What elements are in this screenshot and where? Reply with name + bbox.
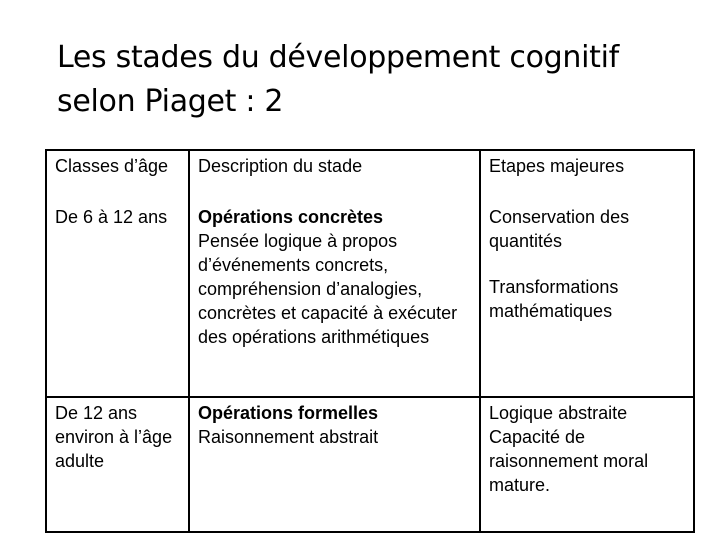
milestones-cell	[480, 397, 694, 532]
stage-title: Opérations concrètes	[198, 207, 384, 227]
milestone-item: Capacité de raisonnement moral mature.	[489, 427, 649, 495]
stage-description: Raisonnement abstrait	[198, 427, 379, 447]
stage-description: Pensée logique à propos d’événements concrets, compréhension d’analogies, concrètes et capacité à exécuter des opérations arithmétiques	[198, 231, 458, 347]
description-cell	[189, 202, 480, 397]
age-cell: De 12 ans environ à l’âge adulte	[46, 397, 189, 532]
milestones-cell	[480, 202, 694, 397]
milestone-item: Transformations mathématiques	[489, 277, 619, 321]
slide-title-line-1: Les stades du développement cognitif	[57, 40, 619, 75]
description-cell	[189, 397, 480, 532]
header-age-class: Classes d’âge	[46, 150, 189, 202]
table-row	[46, 202, 694, 397]
milestone-item: Logique abstraite	[489, 403, 628, 423]
piaget-stages-table	[45, 149, 695, 533]
age-cell: De 6 à 12 ans	[46, 202, 189, 397]
slide-title-line-2: selon Piaget : 2	[57, 84, 284, 119]
header-major-milestones: Etapes majeures	[480, 150, 694, 202]
header-stage-description: Description du stade	[189, 150, 480, 202]
table-row	[46, 397, 694, 532]
milestone-item: Conservation des quantités	[489, 207, 630, 251]
table-header-row	[46, 150, 694, 202]
slide-title	[57, 36, 697, 124]
stage-title: Opérations formelles	[198, 403, 379, 423]
